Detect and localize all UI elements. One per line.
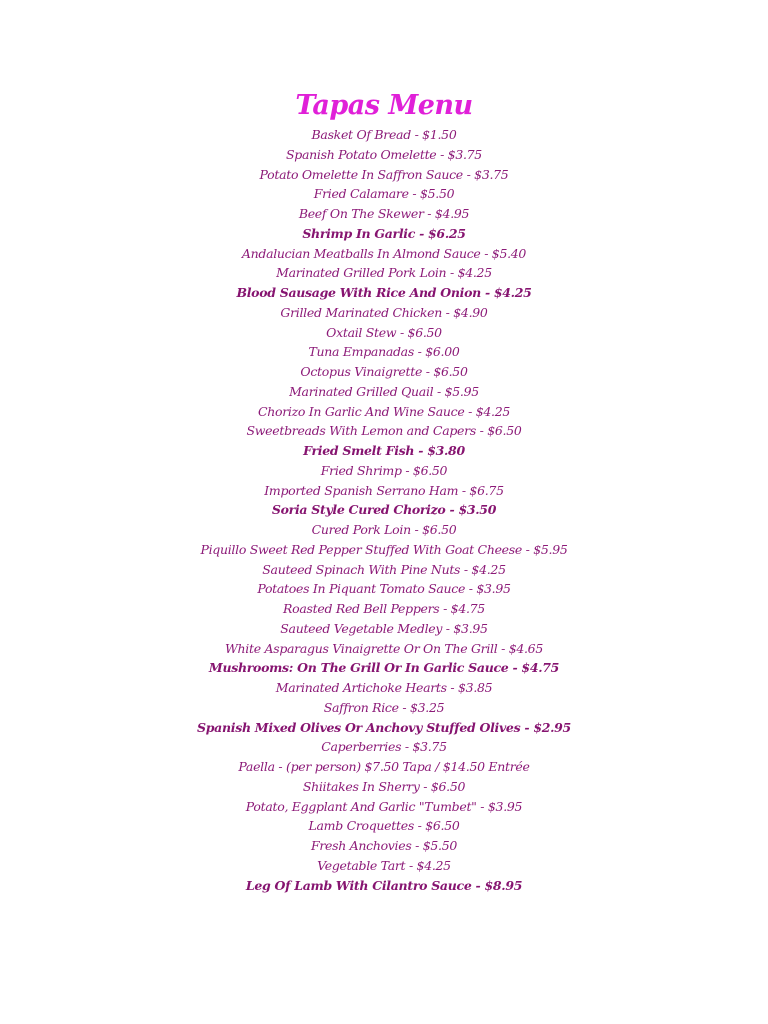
menu-item: Soria Style Cured Chorizo - $3.50 [271,502,497,518]
menu-item: Potatoes In Piquant Tomato Sauce - $3.95 [257,581,511,597]
menu-item: Potato, Eggplant And Garlic "Tumbet" - $3.95 [245,798,523,814]
menu-item: Mushrooms: On The Grill Or In Garlic Sauce - $4.75 [208,660,560,676]
menu-item: Piquillo Sweet Red Pepper Stuffed With Goat Cheese - $5.95 [200,541,568,557]
menu-item: Saffron Rice - $3.25 [323,699,445,715]
menu-item: Sauteed Vegetable Medley - $3.95 [280,620,488,636]
menu-item: Shrimp In Garlic - $6.25 [302,225,466,241]
menu-item: Sauteed Spinach With Pine Nuts - $4.25 [262,561,506,577]
menu-item: Chorizo In Garlic And Wine Sauce - $4.25 [257,403,511,419]
menu-item: Shiitakes In Sherry - $6.50 [302,778,466,794]
menu-item: Fried Shrimp - $6.50 [320,462,448,478]
menu-item: Sweetbreads With Lemon and Capers - $6.50 [246,423,522,439]
menu-item: Tuna Empanadas - $6.00 [308,344,460,360]
menu-item: Lamb Croquettes - $6.50 [308,818,460,834]
menu-item: Andalucian Meatballs In Almond Sauce - $5.40 [241,245,527,261]
menu-item: Fried Calamare - $5.50 [313,186,455,202]
menu-item: Imported Spanish Serrano Ham - $6.75 [264,482,504,498]
menu-item: Marinated Artichoke Hearts - $3.85 [275,680,493,695]
menu-item: White Asparagus Vinaigrette Or On The Grill - $4.65 [225,640,543,656]
menu-item: Potato Omelette In Saffron Sauce - $3.75 [259,166,509,182]
menu-item: Oxtail Stew - $6.50 [326,324,442,340]
menu-item: Leg Of Lamb With Cilantro Sauce - $8.95 [245,877,523,893]
menu-item: Beef On The Skewer - $4.95 [298,206,470,221]
menu-item: Spanish Mixed Olives Or Anchovy Stuffed Olives - $2.95 [197,719,571,735]
menu-item: Fried Smelt Fish - $3.80 [303,443,465,458]
menu-item: Grilled Marinated Chicken - $4.90 [280,304,488,320]
menu-item: Caperberries - $3.75 [321,739,447,755]
menu-item: Marinated Grilled Quail - $5.95 [289,383,479,399]
menu-item: Spanish Potato Omelette - $3.75 [286,146,482,162]
menu-item: Octopus Vinaigrette - $6.50 [300,364,468,379]
menu-item: Cured Pork Loin - $6.50 [311,522,457,537]
menu-item: Fresh Anchovies - $5.50 [310,838,458,853]
menu-list [0,125,768,895]
menu-item: Paella - (per person) $7.50 Tapa / $14.50 Entrée [238,759,530,774]
menu-item: Basket Of Bread - $1.50 [311,127,457,142]
menu-item: Vegetable Tart - $4.25 [317,857,451,873]
menu-item: Marinated Grilled Pork Loin - $4.25 [276,265,492,281]
menu-item: Roasted Red Bell Peppers - $4.75 [283,601,485,616]
menu-title: Tapas Menu [295,90,473,121]
menu-item: Blood Sausage With Rice And Onion - $4.25 [236,285,532,300]
